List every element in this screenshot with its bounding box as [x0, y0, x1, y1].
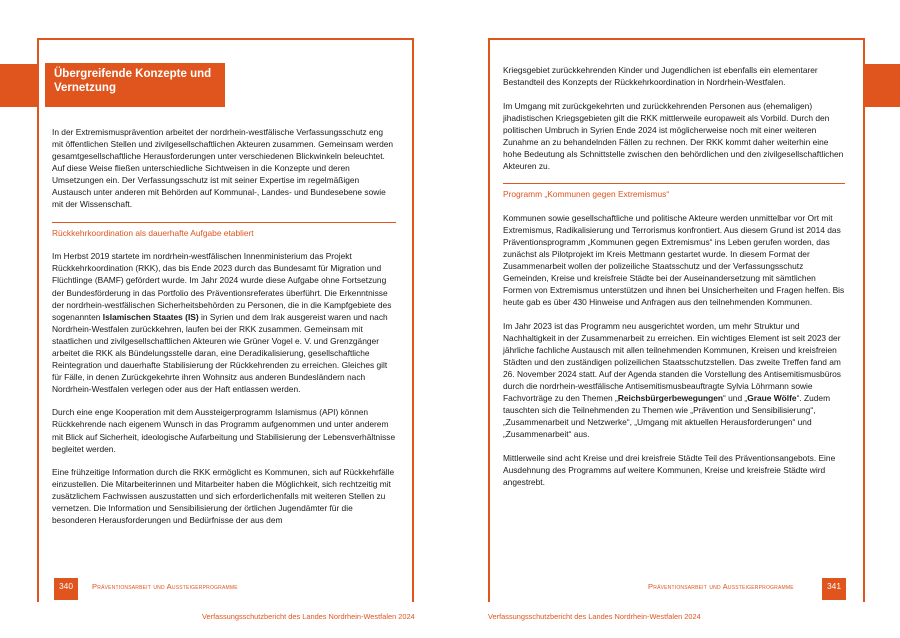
paragraph-kommunen: Kommunen sowie gesellschaftliche und politische Akteure werden unmittelbar vor Ort mit Extremismus, Radikalisierung und Terrorismus konfrontiert. Aus diesem Grund ist 2014 das Präventionsprogramm „Kommunen gegen Extremismus“ ins Leben gerufen worden, das zunächst als Pilotprojekt im Kreis Mettmann gestartet wurde. In diesem Format der Zusammenarbeit wollen der polizeiliche Staatsschutz und der Verfassungsschutz Gemeinden, Kreise und kreisfreie Städte bei der Auseinandersetzung mit sämtlichen Formen von Extremismus unterstützen und ihnen bei Unsicherheiten und Fragen helfen. Bis heute gab es über 430 Hinweise und Anfragen aus den teilnehmenden Kommunen. — [503, 212, 845, 308]
paragraph-intro: In der Extremismusprävention arbeitet der nordrhein-westfälische Verfassungsschutz eng mit öffentlichen Stellen und zivilgesellschaftlichen Akteuren zusammen. Gemeinsam werden gesamtgesellschaftliche Herausforderungen unter verschiedenen Blickwinkeln beleuchtet. Auf diese Weise fließen unterschiedliche Sichtweisen in die Konzepte und deren Umsetzungen ein. Der Verfassungsschutz ist mit seiner Expertise im regelmäßigen Austausch unter anderen mit Behörden auf Kommunal-, Landes- und Bundesebene sowie mit der Wissenschaft. — [52, 127, 394, 210]
page-number-left: 340 — [54, 578, 78, 600]
paragraph-ausdehnung: Mittlerweile sind acht Kreise und drei kreisfreie Städte Teil des Präventionsangebots. Eine Ausdehnung des Programms auf weitere Kommunen, Kreise und kreisfreie Städte wird angestrebt. — [503, 452, 836, 487]
subheading-kommunen: Programm „Kommunen gegen Extremismus“ — [503, 183, 845, 200]
footer-left: Verfassungsschutzbericht des Landes Nordrhein-Westfalen 2024 — [202, 612, 415, 621]
paragraph-information: Eine frühzeitige Information durch die RKK ermöglicht es Kommunen, sich auf Rückkehrfälle einzustellen. Die Mitarbeiterinnen und Mitarbeiter haben die Möglichkeit, sich rechtzeitig mit zusätzlichem Fachwissen auszustatten und sich erforderlichenfalls mit weiteren Stellen zu vernetzen. Die Information und Sensibilisierung der örtlichen Jugendämter für die besonderen Herausforderungen und Bedürfnisse der aus dem — [52, 467, 395, 526]
paragraph-rkk: Im Herbst 2019 startete im nordrhein-westfälischen Innenministerium das Projekt Rückkehrkoordination (RKK), das bis Ende 2023 durch das Bundesamt für Migration und Flüchtlinge (BAMF) gefördert wurde. Im Jahr 2024 wurde diese Aufgabe ohne Fortsetzung der Bundesförderung in das Portfolio des Präventionsreferates überführt. Die Erkenntnisse der nordrhein-westfälischen Sicherheitsbehörden zu Personen, die in die Kampfgebiete des sogenannten Islamischen Staates (IS) in Syrien und dem Irak ausgereist waren und nach Nordrhein-Westfalen zurückkehren, laufen bei der RKK zusammen. Gemeinsam mit staatlichen und zivilgesellschaftlichen Akteuren wie Grüner Vogel e. V. und Grenzgänger arbeitet die RKK als Bündelungsstelle daran, eine Deradikalisierung, gesellschaftliche Reintegration und dauerhafte Stabilisierung der Rückkehrenden zu erreichen. Gleiches gilt für Fälle, in denen Zurückgekehrte ihren Wohnsitz aus anderen Bundesländern nach Nordrhein-Westfalen verlegen oder aus der Haft entlassen werden. — [52, 251, 392, 394]
running-title-left: Präventionsarbeit und Aussteigerprogramme — [92, 582, 238, 591]
left-edge-tab — [0, 64, 38, 107]
running-title-right: Präventionsarbeit und Aussteigerprogramme — [648, 582, 794, 591]
left-page-body — [52, 126, 396, 538]
footer-right: Verfassungsschutzbericht des Landes Nordrhein-Westfalen 2024 — [488, 612, 701, 621]
paragraph-2023: Im Jahr 2023 ist das Programm neu ausgerichtet worden, um mehr Struktur und Nachhaltigkeit in der Zusammenarbeit zu erreichen. Ein wichtiges Element ist seit 2023 der jährliche fachliche Austausch mit allen teilnehmenden Kommunen, Kreisen und kreisfreien Städten und den zuständigen polizeilichen Staatsschutzstellen. Das zweite Treffen fand am 26. November 2024 statt. Auf der Agenda standen die Vorstellung des Antisemitismusbüros durch die nordrhein-westfälische Antisemitismusbeauftragte Sylvia Löhrmann sowie Fachvorträge zu den Themen „Reichsbürgerbewegungen“ und „Graue Wölfe“. Zudem tauschten sich die Teilnehmenden zu Themen wie „Prävention und Sensibilisierung“, „Zusammenarbeit und Netzwerke“, „Umgang mit aktuellen Herausforderungen“ und „Zusammenarbeit“ aus. — [503, 320, 841, 440]
paragraph-api: Durch eine enge Kooperation mit dem Aussteigerprogramm Islamismus (API) können Rückkehrende nach eigenem Wunsch in das Programm aufgenommen und unter anderem mit Blick auf Sicherheit, ideologische Aufarbeitung und Stabilisierung der Lebensverhältnisse begleitet werden. — [52, 407, 396, 454]
section-title: Übergreifende Konzepte und Vernetzung — [45, 63, 225, 107]
page-number-right: 341 — [822, 578, 846, 600]
paragraph-continuation: Kriegsgebiet zurückkehrenden Kinder und Jugendlichen ist ebenfalls ein elementarer Bestandteil des Konzepts der Rückkehrkoordination in Nordrhein-Westfalen. — [503, 65, 818, 88]
subheading-rkk: Rückkehrkoordination als dauerhafte Aufgabe etabliert — [52, 222, 396, 239]
right-edge-tab — [862, 64, 900, 107]
right-page-body — [503, 64, 845, 499]
paragraph-vorbild: Im Umgang mit zurückgekehrten und zurückkehrenden Personen aus (ehemaligen) jihadistischen Kriegsgebieten gilt die RKK mittlerweile europaweit als Vorbild. Durch den politischen Umbruch in Syrien Ende 2024 ist möglicherweise noch mit einer weiteren Zunahme an zu behandelnden Fällen zu rechnen. Der RKK kommt daher weiterhin eine hohe Bedeutung als Schnittstelle zwischen den behördlichen und den zivilgesellschaftlichen Akteuren zu. — [503, 100, 844, 171]
